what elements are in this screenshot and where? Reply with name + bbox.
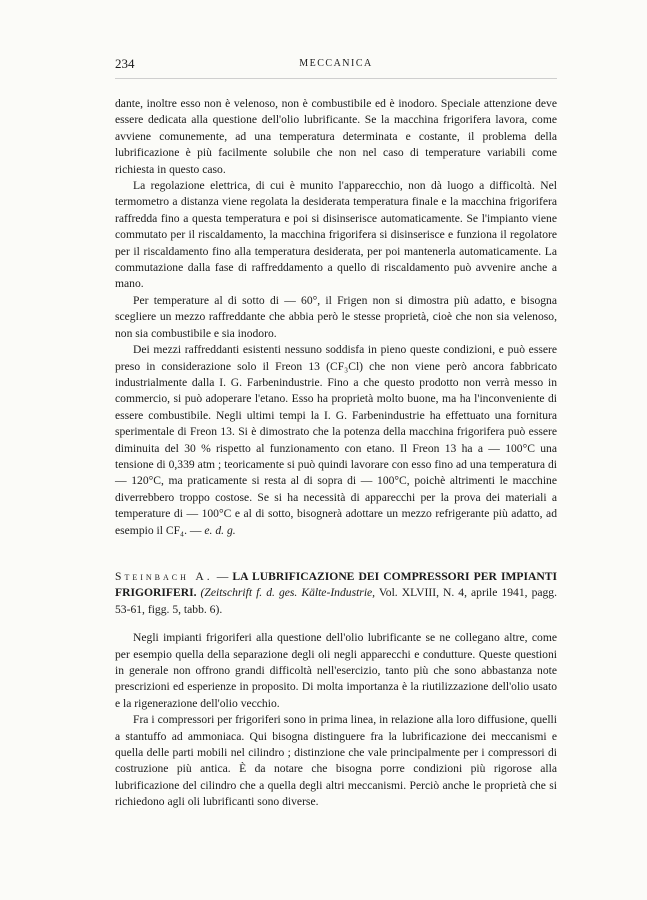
paragraph-text: Dei mezzi raffreddanti esistenti nessuno soddisfa in pieno queste condizioni, e può essere preso in considerazione solo il Freon 13 (CF₃Cl) che non viene però ancora fabbricato industrialmente dalla I. G. Farbenindustrie. Fino a che questo prodotto non verrà messo in commercio, si può adoperare l'etano. Esso ha proprietà molto buone, ma ha l'inconveniente di essere combustibile. Negli ultimi tempi la I. G. Farbenindustrie ha effettuato una fornitura sperimentale di Freon 13. Si è dimostrato che la potenza della macchina frigorifera può essere diminuita del 30 % rispetto al funzionamento con etano. Il Freon 13 ha a — 100°C una tensione di 0,339 atm ; teoricamente si può quindi lavorare con esso fino ad una temperatura di — 120°C, ma praticamente si resta al di sopra di — 100°C, poichè altrimenti le macchine diverrebbero troppo costose. Se si ha necessità di apparecchi per la prova dei materiali a temperature di — 100°C e al di sotto, bisognerà adottare un mezzo refrigerante più adatto, ad esempio il CF₄. — [115,343,557,537]
review-title: LA LUBRIFICAZIONE DEI COMPRESSORI PER IMPIANTI FRIGORIFERI. [115,569,557,600]
review-citation: Vol. XLVIII, N. 4, aprile 1941, pagg. 53-61, figg. 5, tabb. 6). [115,586,558,616]
paragraph-with-signature [115,342,557,539]
review-heading [115,569,557,618]
paragraph: Fra i compressori per frigoriferi sono in prima linea, in relazione alla loro diffusione, quelli a stantuffo ad ammoniaca. Qui bisogna distinguere fra la lubrificazione dei meccanismi e quella delle parti mobili nel cilindro ; distinzione che vale principalmente per i compressori di costruzione più antica. È da notare che bisogna porre condizioni più rigorose alla lubrificazione del cilindro che a quella degli altri meccanismi. Perciò anche le proprietà che si richiedono agli oli lubrificanti sono diverse. [115,713,557,809]
page-header [115,56,557,79]
paragraph: Negli impianti frigoriferi alla questione dell'olio lubrificante se ne collegano altre, come per esempio quella della separazione degli oli negli apparecchi e condutture. Queste questioni in generale non offrono grandi difficoltà nell'esercizio, tanto più che sono abbastanza note prescrizioni ed esperienze in proposito. Di molta importanza è la riutilizzazione dell'olio usato e la rigenerazione dell'olio vecchio. [115,631,557,710]
paragraph: Per temperature al di sotto di — 60°, il Frigen non si dimostra più adatto, e bisogna scegliere un mezzo raffreddante che abbia però le stesse proprietà, cioè che non sia velenoso, non sia combustibile e sia inodoro. [115,293,557,340]
page-number: 234 [115,56,135,71]
paragraph: La regolazione elettrica, di cui è munito l'apparecchio, non dà luogo a difficoltà. Nel termometro a distanza viene regolata la desiderata temperatura finale e la macchina frigorifera raffredda fino a questa temperatura e poi si disinserisce automaticamente. Se l'impianto viene commutato per il riscaldamento, la macchina frigorifera si disinserisce e funziona il regolatore per il riscaldamento fino alla temperatura desiderata, per poi mantenerla automaticamente. La commutazione dalla fase di raffreddamento a quello di riscaldamento può avvenire anche a mano. [115,179,557,291]
review-dash: — [212,569,233,583]
article-body [115,96,557,811]
document-page [115,56,557,811]
review-author: Steinbach A. [115,569,213,583]
author-signature: e. d. g. [204,523,236,537]
review-journal: (Zeitschrift f. d. ges. Kälte-Industrie, [200,586,376,600]
paragraph: dante, inoltre esso non è velenoso, non è combustibile ed è inodoro. Speciale attenzione deve essere dedicata alla questione dell'olio lubrificante. Se la macchina frigorifera lavora, come avviene comunemente, ad una temperatura determinata e costante, il problema della lubrificazione è più facilmente solubile che non nel caso di temperature variabili come richiesta in questo caso. [115,97,557,176]
running-head: MECCANICA [299,58,373,69]
